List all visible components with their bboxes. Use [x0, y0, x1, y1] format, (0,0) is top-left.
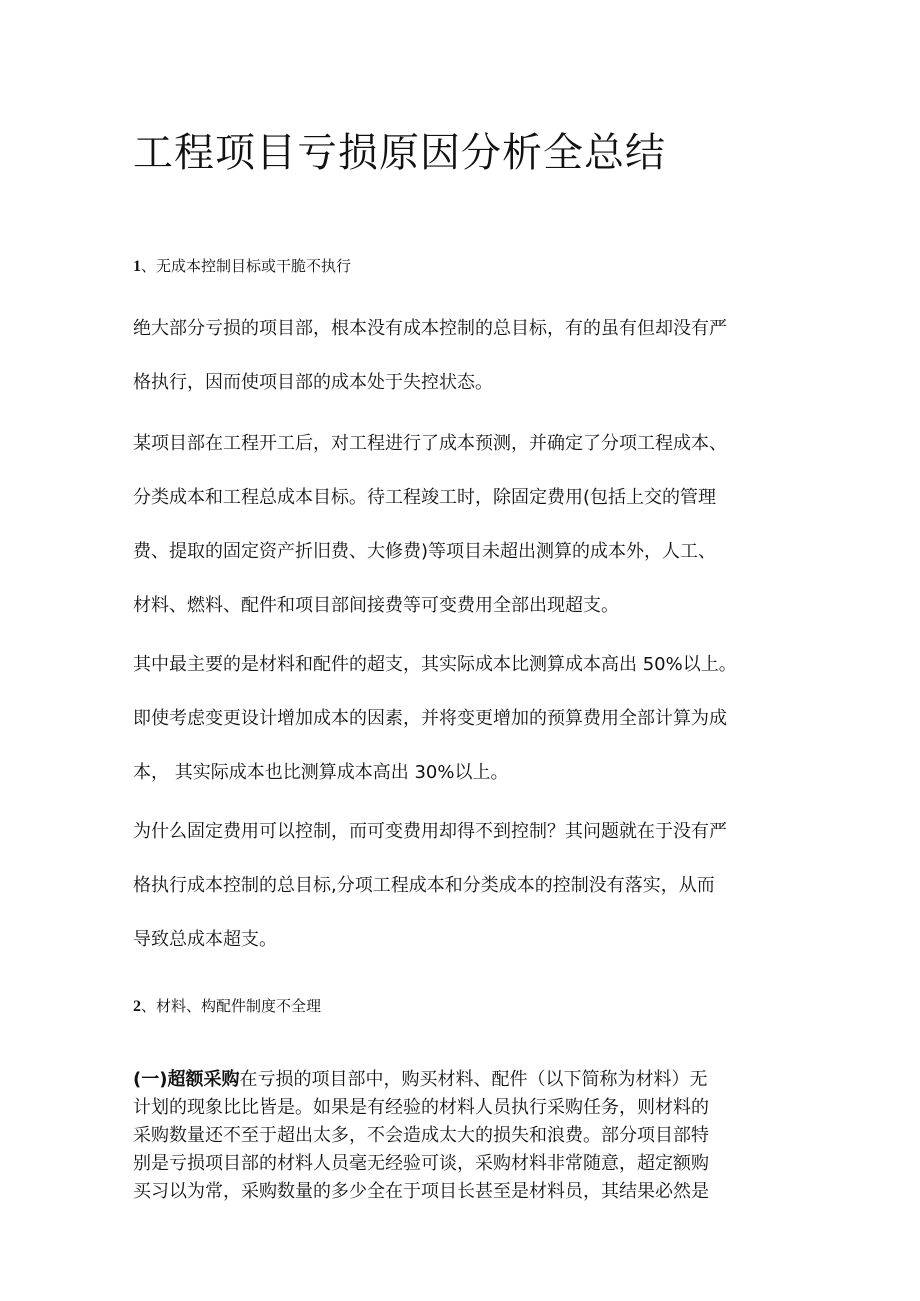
paragraph-4 [133, 805, 727, 967]
subsection-paragraph [133, 1066, 709, 1206]
paragraph-line: 材料、燃料、配件和项目部间接费等可变费用全部出现超支。 [133, 595, 619, 616]
subsection-heading: (一)超额采购 [133, 1069, 240, 1090]
paragraph-3 [133, 638, 737, 800]
paragraph-line: 即使考虑变更设计增加成本的因素，并将变更增加的预算费用全部计算为成 [133, 708, 727, 729]
paragraph-line-text: 在亏损的项目部中，购买材料、配件（以下简称为材料）无 [239, 1069, 708, 1090]
paragraph-line: 分类成本和工程总成本目标。待工程竣工时，除固定费用(包括上交的管理 [133, 487, 717, 508]
paragraph-line: 格执行，因而使项目部的成本处于失控状态。 [133, 372, 493, 393]
paragraph-line: 别是亏损项目部的材料人员毫无经验可谈，采购材料非常随意，超定额购 [133, 1153, 709, 1174]
paragraph-line: 买习以为常，采购数量的多少全在于项目长甚至是材料员，其结果必然是 [133, 1181, 709, 1202]
paragraph-line: 导致总成本超支。 [133, 929, 277, 950]
section-heading-1 [133, 255, 351, 278]
paragraph-line: 绝大部分亏损的项目部，根本没有成本控制的总目标，有的虽有但却没有严 [133, 318, 727, 339]
paragraph-line: 某项目部在工程开工后，对工程进行了成本预测，并确定了分项工程成本、 [133, 433, 727, 454]
document-title: 工程项目亏损原因分析全总结 [133, 130, 666, 176]
section-heading-text: 、材料、构配件制度不全理 [141, 997, 322, 1015]
paragraph-line: 费、提取的固定资产折旧费、大修费)等项目未超出测算的成本外，人工、 [133, 541, 717, 562]
section-heading-text: 、无成本控制目标或干脆不执行 [141, 257, 352, 275]
paragraph-2 [133, 417, 727, 633]
paragraph-line: 其中最主要的是材料和配件的超支，其实际成本比测算成本高出 50%以上。 [133, 654, 737, 675]
section-heading-2 [133, 995, 321, 1018]
paragraph-line: 本， 其实际成本也比测算成本高出 30%以上。 [133, 762, 509, 783]
paragraph-line: 为什么固定费用可以控制，而可变费用却得不到控制？其问题就在于没有严 [133, 821, 727, 842]
paragraph-line: 计划的现象比比皆是。如果是有经验的材料人员执行采购任务，则材料的 [133, 1097, 709, 1118]
paragraph-line: 格执行成本控制的总目标,分项工程成本和分类成本的控制没有落实，从而 [133, 875, 715, 896]
paragraph-line [133, 1066, 709, 1094]
section-number: 1 [133, 258, 141, 275]
paragraph-line: 采购数量还不至于超出太多，不会造成太大的损失和浪费。部分项目部特 [133, 1125, 709, 1146]
paragraph-1 [133, 302, 727, 410]
section-number: 2 [133, 998, 141, 1015]
